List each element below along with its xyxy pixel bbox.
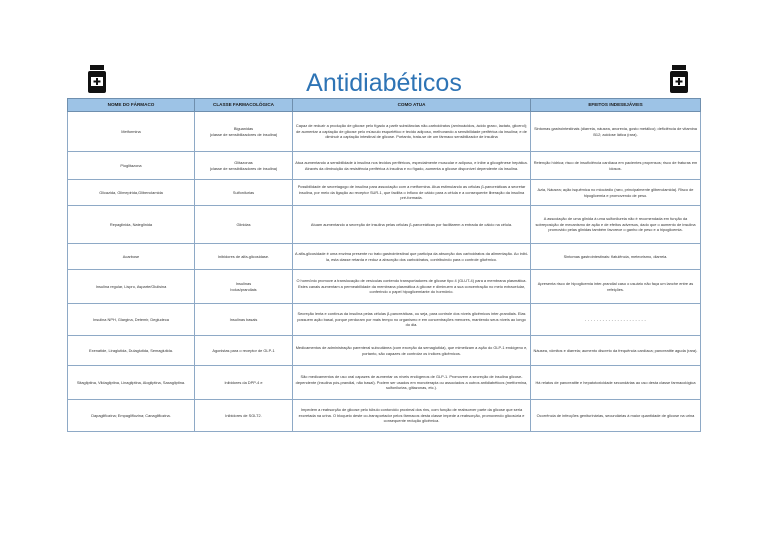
cell-drug-class: Inibidores de alfa-glicosidase. xyxy=(195,244,293,270)
table-row xyxy=(68,400,701,432)
table-body xyxy=(68,112,701,432)
table-row xyxy=(68,244,701,270)
cell-side-effects: Ocorrência de infecções geniturinárias, secundárias à maior quantidade de glicose na urina xyxy=(531,400,701,432)
header-drug-name: NOME DO FÁRMACO xyxy=(68,99,195,112)
cell-mechanism: Impedem a reabsorção de glicose pelo túbulo contorcido proximal dos rins, com função de reabsorver parte da glicose que seria excretada na urina. O bloqueio deste co-transportador pelos fármacos desta classe impede a reabsorção, promovendo glicosúria e consequente redução glicêmica. xyxy=(293,400,531,432)
cell-mechanism: Medicamentos de administração parenteral subcutânea (com exceção da semaglutida), que mimetizam a ação do GLP-1 endógeno e, portanto, são capazes de controlar os índices glicêmicos. xyxy=(293,336,531,366)
table-row xyxy=(68,336,701,366)
header-drug-class: CLASSE FARMACOLÓGICA xyxy=(195,99,293,112)
cell-drug-name: Acarbose xyxy=(68,244,195,270)
cell-mechanism: São medicamentos de uso oral capazes de aumentar os níveis endógenos de GLP-1. Promovem a secreção de insulina glicose-dependente (insulina pós-prandial, não basal). Podem ser usados em monoterapia ou associados a outros antidiabéticos (metformina, sulfonilurias, glitazonas, etc.). xyxy=(293,366,531,400)
table-row xyxy=(68,152,701,180)
cell-drug-class: Inibidores da DPP-4 e xyxy=(195,366,293,400)
page-title: Antidiabéticos xyxy=(306,69,462,97)
table-row xyxy=(68,270,701,304)
cell-mechanism: Atuam aumentando a secreção de insulina pelas células β-pancreáticas por facilitarem a entrada de cálcio na célula. xyxy=(293,206,531,244)
table-header-row xyxy=(68,99,701,112)
cell-side-effects: Náusea, vômitos e diarreia; aumento discreto da frequência cardíaca; pancreatite aguda (rara). xyxy=(531,336,701,366)
cell-drug-name: Pioglitazona xyxy=(68,152,195,180)
cell-drug-class: Agonistas para o receptor de GLP-1 xyxy=(195,336,293,366)
cell-side-effects: Azia, Náusea; ação isquêmica no miocárdio (raro, principalmente glibenclamida). Risco de hipoglicemia e promovendo de peso. xyxy=(531,180,701,206)
cell-side-effects: Retenção hídrica; risco de insuficiência cardíaca em pacientes propensos; risco de fraturas em idosos. xyxy=(531,152,701,180)
cell-drug-name: Insulina NPH, Glargina, Detemir, Degludeca xyxy=(68,304,195,336)
cell-side-effects: Sintomas gastrointestinais: flatulência, meteorismo, diarreia. xyxy=(531,244,701,270)
cell-drug-name: Dapagliflozina; Empagliflozina; Canagliflozina. xyxy=(68,400,195,432)
drug-table xyxy=(67,98,701,432)
cell-drug-class: Insulinas bolus/prandiais xyxy=(195,270,293,304)
table-row xyxy=(68,366,701,400)
cell-mechanism: O hormônio promove a translocação de vesículas contendo transportadores de glicose tipo 4 (GLUT-4) para a membrana plasmática. Estes canais aumentam a permeabilidade da membrana plasmática à glicose e diminuem a sua concentração no meio extracelular, conferindo o papel hipoglicemiante do hormônio. xyxy=(293,270,531,304)
cell-drug-name: Insulina regular, Lispro, Asparte/Glulisina xyxy=(68,270,195,304)
table-row xyxy=(68,206,701,244)
cell-drug-name: Sitagliptina, Vildagliptina, Linagliptina, Alogliptina, Saxagliptina. xyxy=(68,366,195,400)
cell-mechanism: A alfa-glicosidade é uma enzima presente no trato gastrointestinal que participa da absorção dos carboidratos da alimentação. Ao inibi-la, esta classe retarda e reduz a absorção dos carboidratos, contribuindo para o controle glicêmico. xyxy=(293,244,531,270)
cell-mechanism: Possibilidade de secretagogo de insulina para associação com a metformina. Atua estimulando as células β-pancreáticas a secretar insulina, por meio da ligação ao receptor SUR-1, que facilita o influxo de cálcio para a célula e a consequente liberação da insulina pré-formada. xyxy=(293,180,531,206)
cell-side-effects: - - - - - - - - - - - - - - - - - - - - - xyxy=(531,304,701,336)
cell-drug-class: Inibidores de SGLT2. xyxy=(195,400,293,432)
cell-side-effects: A associação de uma glinida à uma sulfonilureia não é recomendada em função da sobreposição de mecanismo de ação e de efeitos adversos, dado que o aumento de insulina promovido pelas glinidas também favorece o ganho de peso e a hipoglicemia. xyxy=(531,206,701,244)
cell-mechanism: Atua aumentando a sensibilidade à insulina nos tecidos periféricos, especialmente muscular e adiposo, e inibe a glicogênese hepática. Através da diminuição da resistência periférica à insulina e no fígado, aumenta a glicose disponível dependente da insulina. xyxy=(293,152,531,180)
header-side-effects: EFEITOS INDESEJÁVEIS xyxy=(531,99,701,112)
cell-drug-name: Exenatide, Liraglutida, Dulaglutida, Semaglutida. xyxy=(68,336,195,366)
cell-mechanism: Secreção lenta e contínua da insulina pelas células β-pancreáticas, ou seja, para controle dos níveis glicêmicos inter-prandiais. Elas possuem ação basal, porque perduram por mais tempo no organismo e em concentrações menores, mantendo seus níveis ao longo do dia. xyxy=(293,304,531,336)
cell-drug-name: Repaglinida, Nateglinida xyxy=(68,206,195,244)
header-mechanism: COMO ATUA xyxy=(293,99,531,112)
cell-side-effects: Há relatos de pancreatite e hepatotoxicidade secundárias ao uso desta classe farmacológica xyxy=(531,366,701,400)
table-row xyxy=(68,180,701,206)
cell-drug-class: Glitazonas (classe de sensibilizadores de insulina) xyxy=(195,152,293,180)
table-row xyxy=(68,112,701,152)
table-row xyxy=(68,304,701,336)
cell-drug-class: Biguanidas (classe de sensibilizadores de insulina) xyxy=(195,112,293,152)
cell-side-effects: Sintomas gastrointestinais (diarreia, náusea, anorexia, gosto metálico); deficiência de vitamina B12; acidose lática (rara). xyxy=(531,112,701,152)
cell-drug-class: Sulfonilurias xyxy=(195,180,293,206)
cell-side-effects: Apresenta risco de hipoglicemia inter-prandial caso o usuário não faça um lanche entre as refeições. xyxy=(531,270,701,304)
cell-drug-class: Insulinas basais xyxy=(195,304,293,336)
cell-drug-name: Glicazida, Glimepirida,Glibenclamida xyxy=(68,180,195,206)
cell-mechanism: Capaz de reduzir a produção de glicose pelo fígado a partir substâncias não-carboidratos (aminoácidos, ácido graxo, lactato, glicerol); de aumentar a captação de glicose pelo músculo esquelético e tecido adiposo, melhorando a sensibilidade periférica da insulina; e de diminuir a captação intestinal de glicose. Portanto, trata-se de um fármaco sensibilizador de insulina xyxy=(293,112,531,152)
cell-drug-name: Metformina xyxy=(68,112,195,152)
cell-drug-class: Glinidas xyxy=(195,206,293,244)
